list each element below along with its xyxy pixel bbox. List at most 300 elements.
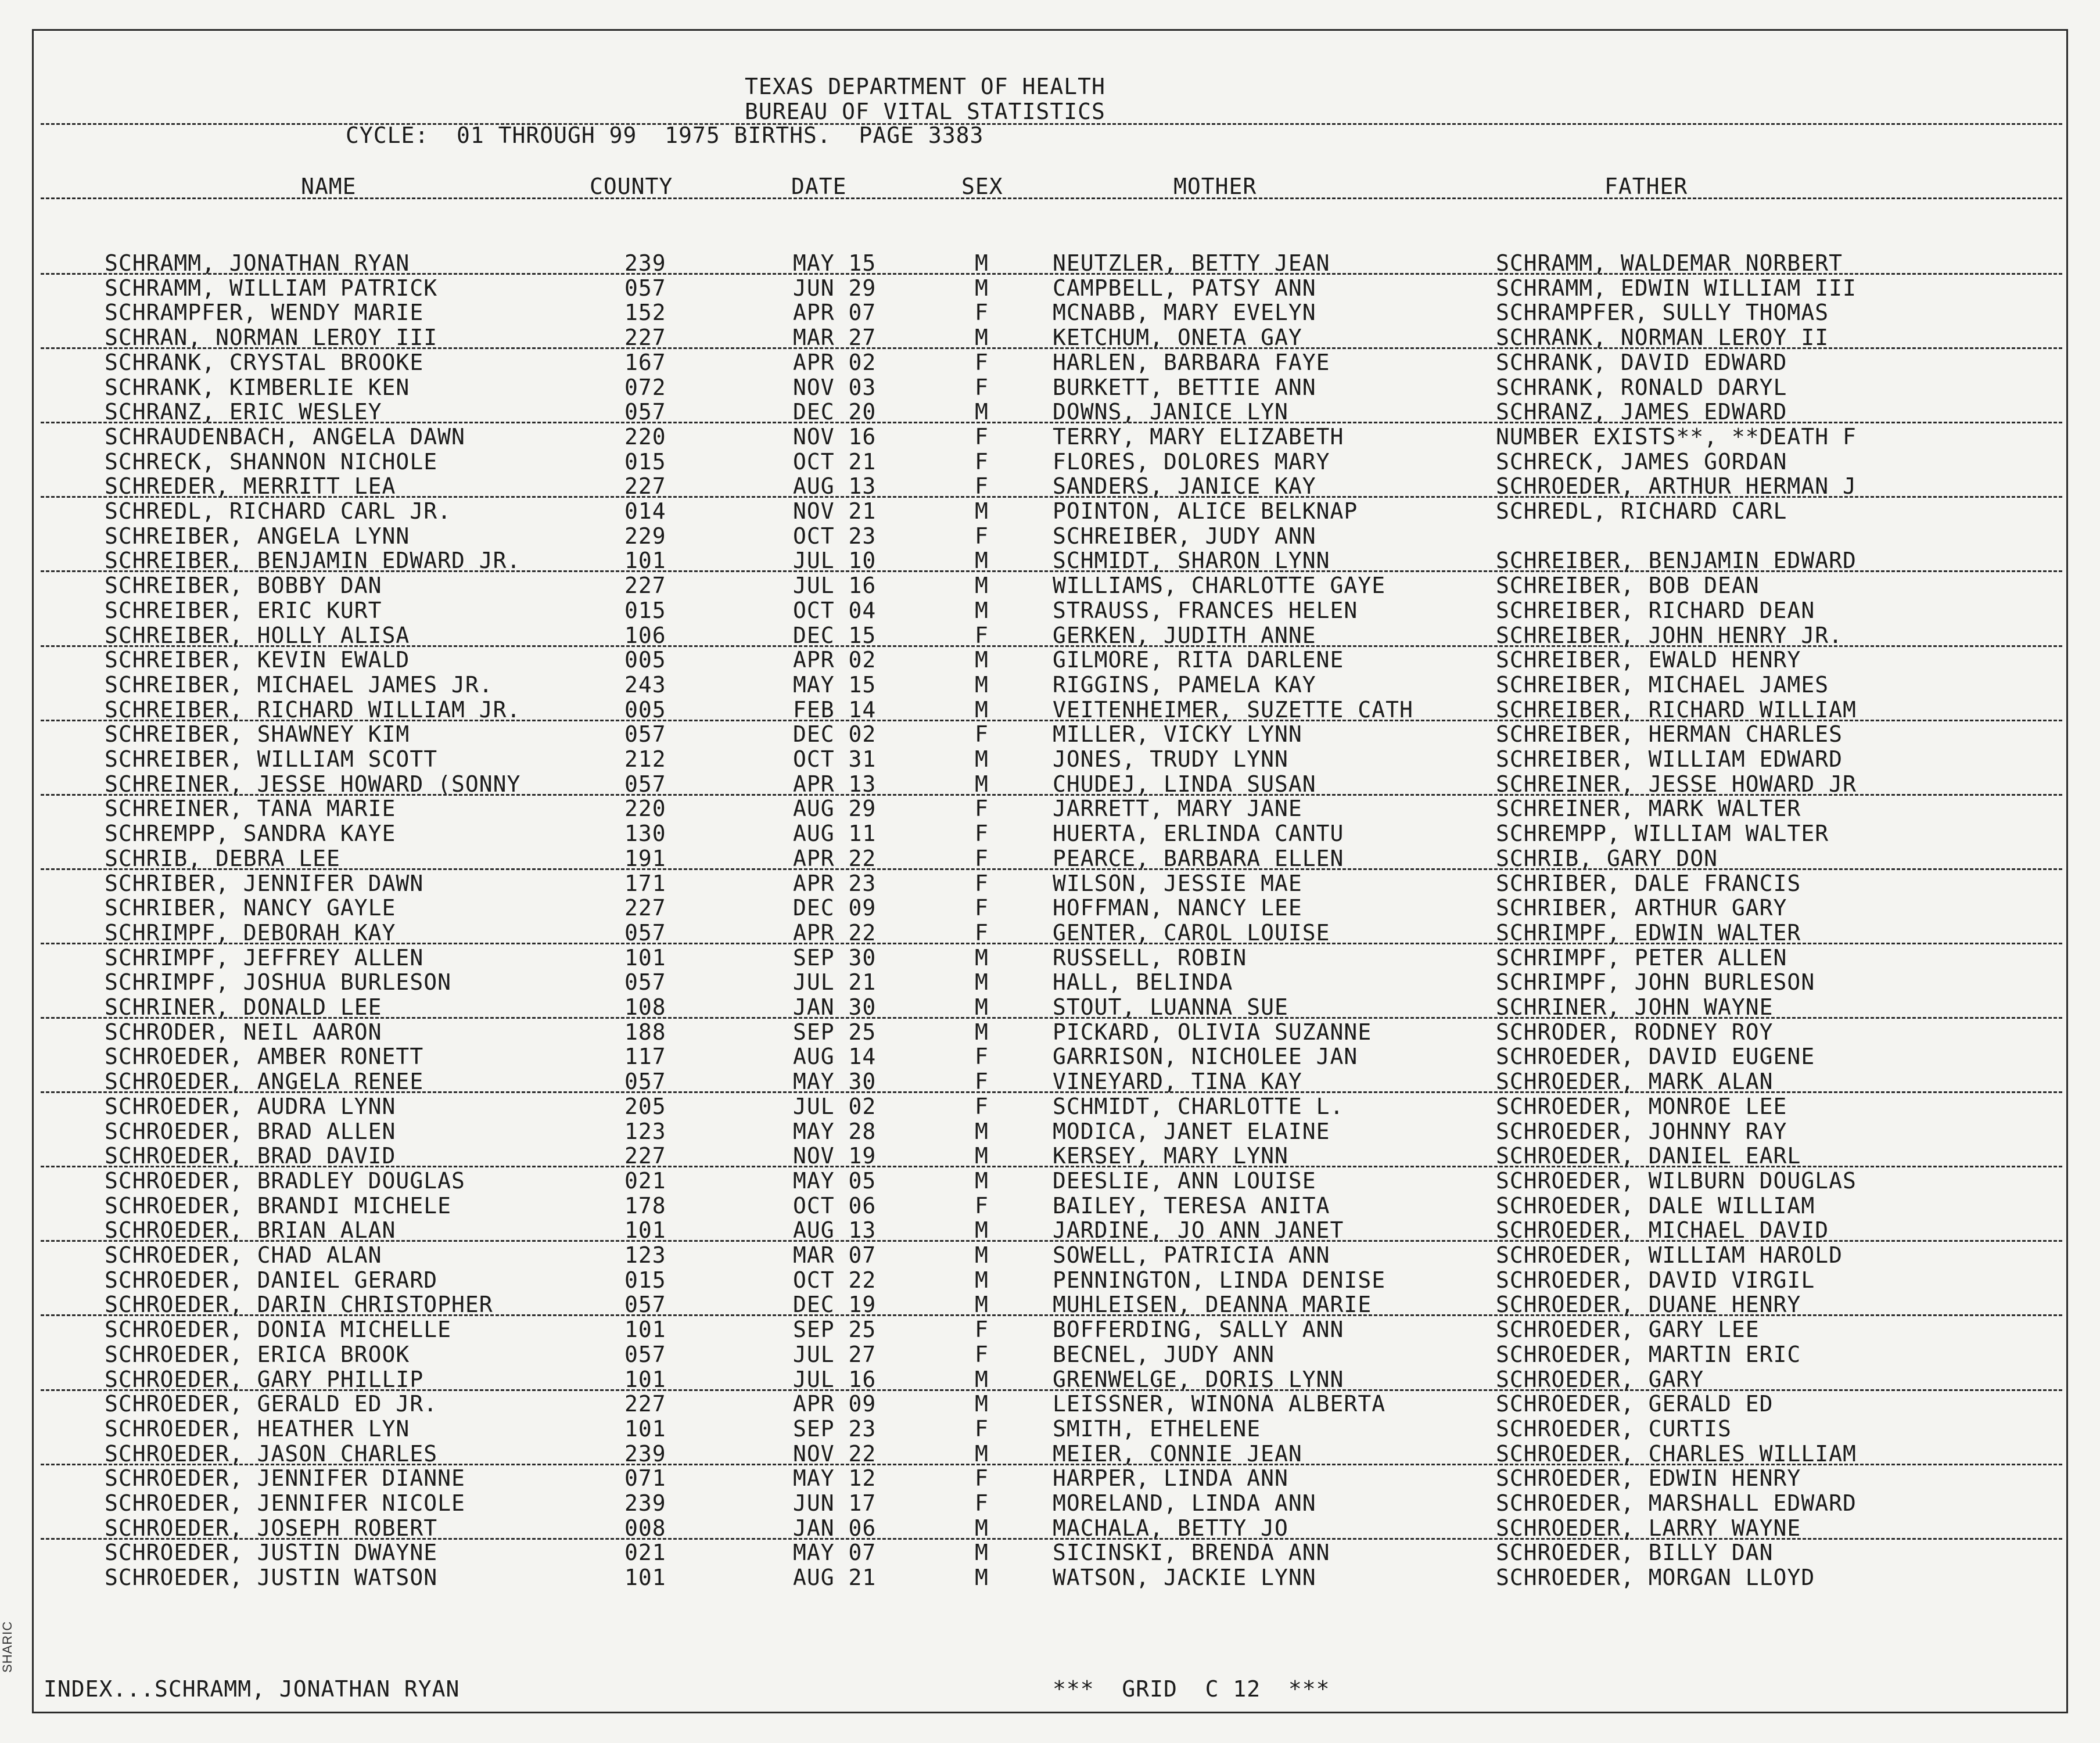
cell-sex: F	[975, 919, 989, 946]
cell-county: 227	[624, 325, 666, 351]
table-row	[0, 1392, 2100, 1417]
cell-name: SCHRANK, KIMBERLIE KEN	[105, 374, 410, 400]
cell-date: OCT 22	[793, 1267, 877, 1293]
cell-sex: F	[975, 448, 989, 475]
cell-sex: F	[975, 374, 989, 400]
row-guide-line	[41, 570, 2062, 572]
cell-date: APR 09	[793, 1391, 877, 1417]
cell-mother: SANDERS, JANICE KAY	[1053, 473, 1316, 499]
cell-name: SCHREIBER, MICHAEL JAMES JR.	[105, 671, 493, 698]
cell-mother: HARLEN, BARBARA FAYE	[1053, 349, 1330, 375]
cell-father: SCHROEDER, CURTIS	[1496, 1415, 1732, 1442]
cell-sex: M	[975, 1242, 989, 1268]
cell-county: 123	[624, 1118, 666, 1144]
cell-name: SCHROEDER, CHAD ALAN	[105, 1242, 382, 1268]
cell-father: SCHROEDER, DAVID VIRGIL	[1496, 1267, 1815, 1293]
cell-mother: MCNABB, MARY EVELYN	[1053, 300, 1316, 326]
cell-name: SCHROEDER, BRANDI MICHELE	[105, 1192, 451, 1219]
table-row	[0, 1466, 2100, 1491]
cell-mother: MEIER, CONNIE JEAN	[1053, 1440, 1302, 1467]
cell-mother: KETCHUM, ONETA GAY	[1053, 325, 1302, 351]
cell-name: SCHRECK, SHANNON NICHOLE	[105, 448, 438, 475]
cell-date: DEC 19	[793, 1292, 877, 1318]
cell-county: 220	[624, 423, 666, 450]
cell-father: SCHROEDER, GERALD ED	[1496, 1391, 1774, 1417]
cell-father: SCHROEDER, EDWIN HENRY	[1496, 1465, 1801, 1492]
cell-county: 227	[624, 895, 666, 921]
cell-mother: SCHREIBER, JUDY ANN	[1053, 523, 1316, 549]
header-title-1: TEXAS DEPARTMENT OF HEALTH	[745, 74, 1105, 99]
cell-sex: M	[975, 325, 989, 351]
table-row	[0, 474, 2100, 499]
cell-father: SCHROEDER, LARRY WAYNE	[1496, 1515, 1801, 1541]
cell-name: SCHREIBER, RICHARD WILLIAM JR.	[105, 696, 521, 723]
cell-sex: F	[975, 821, 989, 847]
cell-name: SCHROEDER, GERALD ED JR.	[105, 1391, 438, 1417]
cell-name: SCHREMPP, SANDRA KAYE	[105, 821, 396, 847]
cell-father: SCHROEDER, CHARLES WILLIAM	[1496, 1440, 1857, 1467]
table-row	[0, 1317, 2100, 1342]
cell-sex: M	[975, 1440, 989, 1467]
cell-sex: M	[975, 1267, 989, 1293]
cell-name: SCHROEDER, DONIA MICHELLE	[105, 1317, 451, 1343]
cell-county: 014	[624, 498, 666, 524]
cell-father: SCHREINER, MARK WALTER	[1496, 796, 1801, 822]
cell-mother: DOWNS, JANICE LYN	[1053, 399, 1288, 425]
cell-sex: F	[975, 473, 989, 499]
cell-sex: M	[975, 1143, 989, 1169]
cell-name: SCHROEDER, ANGELA RENEE	[105, 1069, 424, 1095]
cell-date: AUG 11	[793, 821, 877, 847]
table-row	[0, 400, 2100, 425]
column-header-county: COUNTY	[590, 174, 673, 199]
cell-county: 005	[624, 647, 666, 673]
cell-name: SCHREDER, MERRITT LEA	[105, 473, 396, 499]
cell-father: SCHREIBER, JOHN HENRY JR.	[1496, 622, 1843, 648]
cell-name: SCHROEDER, HEATHER LYN	[105, 1415, 410, 1442]
table-row	[0, 1442, 2100, 1467]
cell-father: SCHROEDER, WILBURN DOUGLAS	[1496, 1167, 1857, 1194]
cell-date: AUG 13	[793, 473, 877, 499]
cell-sex: M	[975, 548, 989, 574]
cell-date: APR 22	[793, 845, 877, 871]
cell-mother: BAILEY, TERESA ANITA	[1053, 1192, 1330, 1219]
table-row	[0, 698, 2100, 723]
cell-father: SCHREIBER, RICHARD WILLIAM	[1496, 696, 1857, 723]
cell-father: SCHRANK, NORMAN LEROY II	[1496, 325, 1829, 351]
cell-date: JUL 02	[793, 1093, 877, 1119]
cell-sex: F	[975, 423, 989, 450]
cell-mother: PICKARD, OLIVIA SUZANNE	[1053, 1019, 1372, 1045]
cell-mother: VEITENHEIMER, SUZETTE CATH	[1053, 696, 1413, 723]
cell-mother: JONES, TRUDY LYNN	[1053, 746, 1288, 772]
cell-father: SCHRAMM, EDWIN WILLIAM III	[1496, 275, 1857, 301]
cell-date: DEC 09	[793, 895, 877, 921]
cell-sex: F	[975, 1341, 989, 1367]
cell-date: OCT 06	[793, 1192, 877, 1219]
table-row	[0, 325, 2100, 350]
cell-county: 188	[624, 1019, 666, 1045]
cell-name: SCHRAUDENBACH, ANGELA DAWN	[105, 423, 465, 450]
table-row	[0, 747, 2100, 772]
cell-date: MAY 30	[793, 1069, 877, 1095]
row-guide-line	[41, 1166, 2062, 1167]
cell-sex: M	[975, 1515, 989, 1541]
cell-sex: M	[975, 969, 989, 996]
cell-sex: M	[975, 1019, 989, 1045]
cell-sex: M	[975, 671, 989, 698]
cell-county: 191	[624, 845, 666, 871]
row-guide-line	[41, 1017, 2062, 1019]
cycle-line: CYCLE: 01 THROUGH 99 1975 BIRTHS. PAGE 3383	[346, 123, 984, 148]
cell-mother: SOWELL, PATRICIA ANN	[1053, 1242, 1330, 1268]
cell-county: 130	[624, 821, 666, 847]
table-row	[0, 1417, 2100, 1442]
row-guide-line	[41, 868, 2062, 870]
cell-county: 227	[624, 473, 666, 499]
cell-date: OCT 23	[793, 523, 877, 549]
cell-mother: WATSON, JACKIE LYNN	[1053, 1565, 1316, 1591]
table-row	[0, 1044, 2100, 1069]
table-row	[0, 1094, 2100, 1119]
table-row	[0, 796, 2100, 821]
cell-date: MAR 07	[793, 1242, 877, 1268]
table-row	[0, 772, 2100, 797]
cell-father: SCHROEDER, GARY LEE	[1496, 1317, 1760, 1343]
cell-father: SCHREIBER, MICHAEL JAMES	[1496, 671, 1829, 698]
column-header-name: NAME	[301, 174, 357, 199]
cell-father: NUMBER EXISTS**, **DEATH F	[1496, 423, 1857, 450]
cell-mother: SCHMIDT, SHARON LYNN	[1053, 548, 1330, 574]
row-guide-line	[41, 1091, 2062, 1093]
cell-date: JAN 30	[793, 994, 877, 1020]
cell-name: SCHROEDER, BRADLEY DOUGLAS	[105, 1167, 465, 1194]
cell-sex: F	[975, 1192, 989, 1219]
cell-sex: F	[975, 349, 989, 375]
cell-county: 101	[624, 1317, 666, 1343]
cell-mother: JARRETT, MARY JANE	[1053, 796, 1302, 822]
cell-name: SCHROEDER, JUSTIN WATSON	[105, 1565, 438, 1591]
cell-sex: M	[975, 647, 989, 673]
cell-name: SCHRAN, NORMAN LEROY III	[105, 325, 438, 351]
cell-father: SCHROEDER, DAVID EUGENE	[1496, 1044, 1815, 1070]
cell-father: SCHRANZ, JAMES EDWARD	[1496, 399, 1787, 425]
cell-date: FEB 14	[793, 696, 877, 723]
cell-county: 101	[624, 1366, 666, 1392]
table-row	[0, 548, 2100, 573]
cell-name: SCHROEDER, DANIEL GERARD	[105, 1267, 438, 1293]
table-row	[0, 921, 2100, 946]
cell-sex: M	[975, 696, 989, 723]
cell-sex: M	[975, 1540, 989, 1566]
cell-mother: SICINSKI, BRENDA ANN	[1053, 1540, 1330, 1566]
cell-name: SCHRANK, CRYSTAL BROOKE	[105, 349, 424, 375]
cell-date: JAN 06	[793, 1515, 877, 1541]
table-row	[0, 846, 2100, 871]
table-row	[0, 276, 2100, 301]
cell-sex: F	[975, 1317, 989, 1343]
row-guide-line	[41, 273, 2062, 275]
cell-sex: F	[975, 300, 989, 326]
cell-mother: GARRISON, NICHOLEE JAN	[1053, 1044, 1358, 1070]
cell-mother: WILSON, JESSIE MAE	[1053, 870, 1302, 896]
row-guide-line	[41, 1389, 2062, 1391]
cell-name: SCHRIB, DEBRA LEE	[105, 845, 340, 871]
cell-name: SCHRIBER, JENNIFER DAWN	[105, 870, 424, 896]
cell-mother: CAMPBELL, PATSY ANN	[1053, 275, 1316, 301]
cell-county: 101	[624, 1415, 666, 1442]
cell-sex: F	[975, 1069, 989, 1095]
cell-name: SCHREDL, RICHARD CARL JR.	[105, 498, 451, 524]
cell-name: SCHROEDER, BRAD DAVID	[105, 1143, 396, 1169]
cell-father: SCHREIBER, HERMAN CHARLES	[1496, 721, 1843, 747]
table-row	[0, 1491, 2100, 1516]
cell-father: SCHROEDER, WILLIAM HAROLD	[1496, 1242, 1843, 1268]
cell-sex: M	[975, 1167, 989, 1194]
cell-date: JUL 10	[793, 548, 877, 574]
cell-name: SCHREINER, JESSE HOWARD (SONNY	[105, 771, 521, 797]
cell-mother: GRENWELGE, DORIS LYNN	[1053, 1366, 1344, 1392]
table-row	[0, 1243, 2100, 1268]
table-row	[0, 1367, 2100, 1392]
cell-date: NOV 21	[793, 498, 877, 524]
cell-date: NOV 19	[793, 1143, 877, 1169]
cell-mother: PEARCE, BARBARA ELLEN	[1053, 845, 1344, 871]
cell-name: SCHREIBER, BENJAMIN EDWARD JR.	[105, 548, 521, 574]
cell-name: SCHROEDER, DARIN CHRISTOPHER	[105, 1292, 493, 1318]
cell-county: 057	[624, 1069, 666, 1095]
cell-mother: HALL, BELINDA	[1053, 969, 1233, 996]
cell-father: SCHROEDER, ARTHUR HERMAN J	[1496, 473, 1857, 499]
cell-father: SCHRIMPF, EDWIN WALTER	[1496, 919, 1801, 946]
cell-sex: F	[975, 1093, 989, 1119]
table-row	[0, 648, 2100, 673]
cell-sex: M	[975, 1292, 989, 1318]
cell-date: MAR 27	[793, 325, 877, 351]
cell-name: SCHROEDER, JENNIFER DIANNE	[105, 1465, 465, 1492]
cell-county: 057	[624, 721, 666, 747]
cell-father: SCHROEDER, GARY	[1496, 1366, 1704, 1392]
table-row	[0, 524, 2100, 549]
cell-sex: M	[975, 1565, 989, 1591]
cell-name: SCHROEDER, AUDRA LYNN	[105, 1093, 396, 1119]
cell-county: 015	[624, 597, 666, 623]
cell-father: SCHREINER, JESSE HOWARD JR	[1496, 771, 1857, 797]
cell-mother: MACHALA, BETTY JO	[1053, 1515, 1288, 1541]
cell-father: SCHRAMPFER, SULLY THOMAS	[1496, 300, 1829, 326]
cell-father: SCHREIBER, BENJAMIN EDWARD	[1496, 548, 1857, 574]
cell-sex: F	[975, 796, 989, 822]
cell-county: 106	[624, 622, 666, 648]
cell-father: SCHRAMM, WALDEMAR NORBERT	[1496, 250, 1843, 276]
cell-date: JUL 27	[793, 1341, 877, 1367]
cell-county: 057	[624, 1341, 666, 1367]
cell-father: SCHRIMPF, JOHN BURLESON	[1496, 969, 1815, 996]
cell-county: 171	[624, 870, 666, 896]
row-guide-line	[41, 720, 2062, 721]
table-row	[0, 1565, 2100, 1590]
cell-name: SCHROEDER, ERICA BROOK	[105, 1341, 410, 1367]
cell-mother: BOFFERDING, SALLY ANN	[1053, 1317, 1344, 1343]
table-row	[0, 425, 2100, 450]
cell-sex: M	[975, 1217, 989, 1244]
cell-date: DEC 20	[793, 399, 877, 425]
cell-mother: SMITH, ETHELENE	[1053, 1415, 1261, 1442]
cell-sex: F	[975, 870, 989, 896]
table-row	[0, 450, 2100, 475]
cell-name: SCHREIBER, WILLIAM SCOTT	[105, 746, 438, 772]
table-row	[0, 1119, 2100, 1144]
cell-county: 015	[624, 1267, 666, 1293]
header-divider	[41, 123, 2062, 125]
cell-date: DEC 15	[793, 622, 877, 648]
cell-county: 239	[624, 250, 666, 276]
cell-sex: M	[975, 746, 989, 772]
cell-date: JUN 17	[793, 1490, 877, 1516]
table-row	[0, 673, 2100, 698]
header-title-2: BUREAU OF VITAL STATISTICS	[745, 99, 1105, 124]
cell-date: MAY 12	[793, 1465, 877, 1492]
table-row	[0, 1540, 2100, 1565]
cell-date: MAY 28	[793, 1118, 877, 1144]
table-row	[0, 1292, 2100, 1317]
cell-date: DEC 02	[793, 721, 877, 747]
cell-sex: M	[975, 944, 989, 971]
cell-sex: F	[975, 845, 989, 871]
cell-name: SCHRIBER, NANCY GAYLE	[105, 895, 396, 921]
cell-father: SCHROEDER, DANIEL EARL	[1496, 1143, 1801, 1169]
cell-name: SCHROEDER, JOSEPH ROBERT	[105, 1515, 438, 1541]
cell-mother: WILLIAMS, CHARLOTTE GAYE	[1053, 573, 1386, 599]
row-guide-line	[41, 645, 2062, 647]
cell-father: SCHREMPP, WILLIAM WALTER	[1496, 821, 1829, 847]
cell-name: SCHRODER, NEIL AARON	[105, 1019, 382, 1045]
cell-father: SCHREIBER, WILLIAM EDWARD	[1496, 746, 1843, 772]
table-row	[0, 1342, 2100, 1367]
cell-county: 205	[624, 1093, 666, 1119]
cell-sex: M	[975, 1118, 989, 1144]
cell-father: SCHROEDER, JOHNNY RAY	[1496, 1118, 1787, 1144]
cell-sex: M	[975, 275, 989, 301]
cell-mother: MODICA, JANET ELAINE	[1053, 1118, 1330, 1144]
cell-mother: KERSEY, MARY LYNN	[1053, 1143, 1288, 1169]
cell-mother: RIGGINS, PAMELA KAY	[1053, 671, 1316, 698]
cell-date: OCT 21	[793, 448, 877, 475]
cell-mother: HARPER, LINDA ANN	[1053, 1465, 1288, 1492]
table-row	[0, 300, 2100, 325]
cell-mother: RUSSELL, ROBIN	[1053, 944, 1247, 971]
cell-name: SCHROEDER, BRAD ALLEN	[105, 1118, 396, 1144]
cell-father: SCHROEDER, BILLY DAN	[1496, 1540, 1774, 1566]
column-header-divider	[41, 197, 2062, 199]
cell-sex: M	[975, 573, 989, 599]
cell-county: 101	[624, 1217, 666, 1244]
cell-sex: M	[975, 399, 989, 425]
table-row	[0, 1144, 2100, 1169]
table-row	[0, 1169, 2100, 1194]
table-row	[0, 821, 2100, 846]
cell-sex: M	[975, 1366, 989, 1392]
cell-county: 227	[624, 573, 666, 599]
cell-date: APR 22	[793, 919, 877, 946]
cell-mother: DEESLIE, ANN LOUISE	[1053, 1167, 1316, 1194]
table-row	[0, 598, 2100, 623]
cell-sex: F	[975, 721, 989, 747]
cell-county: 212	[624, 746, 666, 772]
cell-mother: FLORES, DOLORES MARY	[1053, 448, 1330, 475]
cell-name: SCHRAMPFER, WENDY MARIE	[105, 300, 424, 326]
table-row	[0, 896, 2100, 921]
cell-father: SCHRANK, RONALD DARYL	[1496, 374, 1787, 400]
cell-father: SCHROEDER, DUANE HENRY	[1496, 1292, 1801, 1318]
cell-county: 220	[624, 796, 666, 822]
cell-father: SCHREIBER, EWALD HENRY	[1496, 647, 1801, 673]
table-row	[0, 722, 2100, 747]
cell-name: SCHRAMM, JONATHAN RYAN	[105, 250, 410, 276]
cell-name: SCHREIBER, KEVIN EWALD	[105, 647, 410, 673]
cell-county: 057	[624, 275, 666, 301]
cell-sex: M	[975, 1391, 989, 1417]
cell-mother: SCHMIDT, CHARLOTTE L.	[1053, 1093, 1344, 1119]
cell-date: JUL 16	[793, 1366, 877, 1392]
cell-name: SCHRIMPF, JEFFREY ALLEN	[105, 944, 424, 971]
cell-name: SCHREIBER, HOLLY ALISA	[105, 622, 410, 648]
table-row	[0, 623, 2100, 648]
cell-name: SCHROEDER, JASON CHARLES	[105, 1440, 438, 1467]
cell-father: SCHRIBER, ARTHUR GARY	[1496, 895, 1787, 921]
column-header-sex: SEX	[961, 174, 1003, 199]
cell-sex: F	[975, 1415, 989, 1442]
row-guide-line	[41, 794, 2062, 796]
table-row	[0, 350, 2100, 375]
cell-sex: M	[975, 994, 989, 1020]
table-row	[0, 1194, 2100, 1219]
cell-sex: F	[975, 523, 989, 549]
cell-date: APR 07	[793, 300, 877, 326]
cell-county: 021	[624, 1167, 666, 1194]
cell-mother: PENNINGTON, LINDA DENISE	[1053, 1267, 1386, 1293]
cell-county: 227	[624, 1143, 666, 1169]
cell-county: 178	[624, 1192, 666, 1219]
cell-date: SEP 23	[793, 1415, 877, 1442]
side-code: SHARIC	[0, 1620, 15, 1673]
cell-name: SCHROEDER, BRIAN ALAN	[105, 1217, 396, 1244]
cell-county: 108	[624, 994, 666, 1020]
cell-name: SCHROEDER, GARY PHILLIP	[105, 1366, 424, 1392]
cell-sex: F	[975, 1044, 989, 1070]
cell-sex: M	[975, 250, 989, 276]
cell-father: SCHRIMPF, PETER ALLEN	[1496, 944, 1787, 971]
cell-father: SCHRECK, JAMES GORDAN	[1496, 448, 1787, 475]
cell-father: SCHROEDER, MONROE LEE	[1496, 1093, 1787, 1119]
cell-date: MAY 07	[793, 1540, 877, 1566]
cell-father: SCHRIB, GARY DON	[1496, 845, 1718, 871]
index-line: INDEX...SCHRAMM, JONATHAN RYAN	[44, 1676, 460, 1702]
cell-father: SCHRANK, DAVID EDWARD	[1496, 349, 1787, 375]
cell-date: NOV 03	[793, 374, 877, 400]
grid-label: *** GRID C 12 ***	[1053, 1676, 1330, 1702]
cell-county: 015	[624, 448, 666, 475]
table-row	[0, 251, 2100, 276]
cell-county: 152	[624, 300, 666, 326]
cell-father: SCHROEDER, MICHAEL DAVID	[1496, 1217, 1829, 1244]
cell-father: SCHROEDER, MARTIN ERIC	[1496, 1341, 1801, 1367]
cell-county: 021	[624, 1540, 666, 1566]
cell-mother: BECNEL, JUDY ANN	[1053, 1341, 1275, 1367]
cell-name: SCHREIBER, ERIC KURT	[105, 597, 382, 623]
cell-county: 229	[624, 523, 666, 549]
cell-mother: VINEYARD, TINA KAY	[1053, 1069, 1302, 1095]
